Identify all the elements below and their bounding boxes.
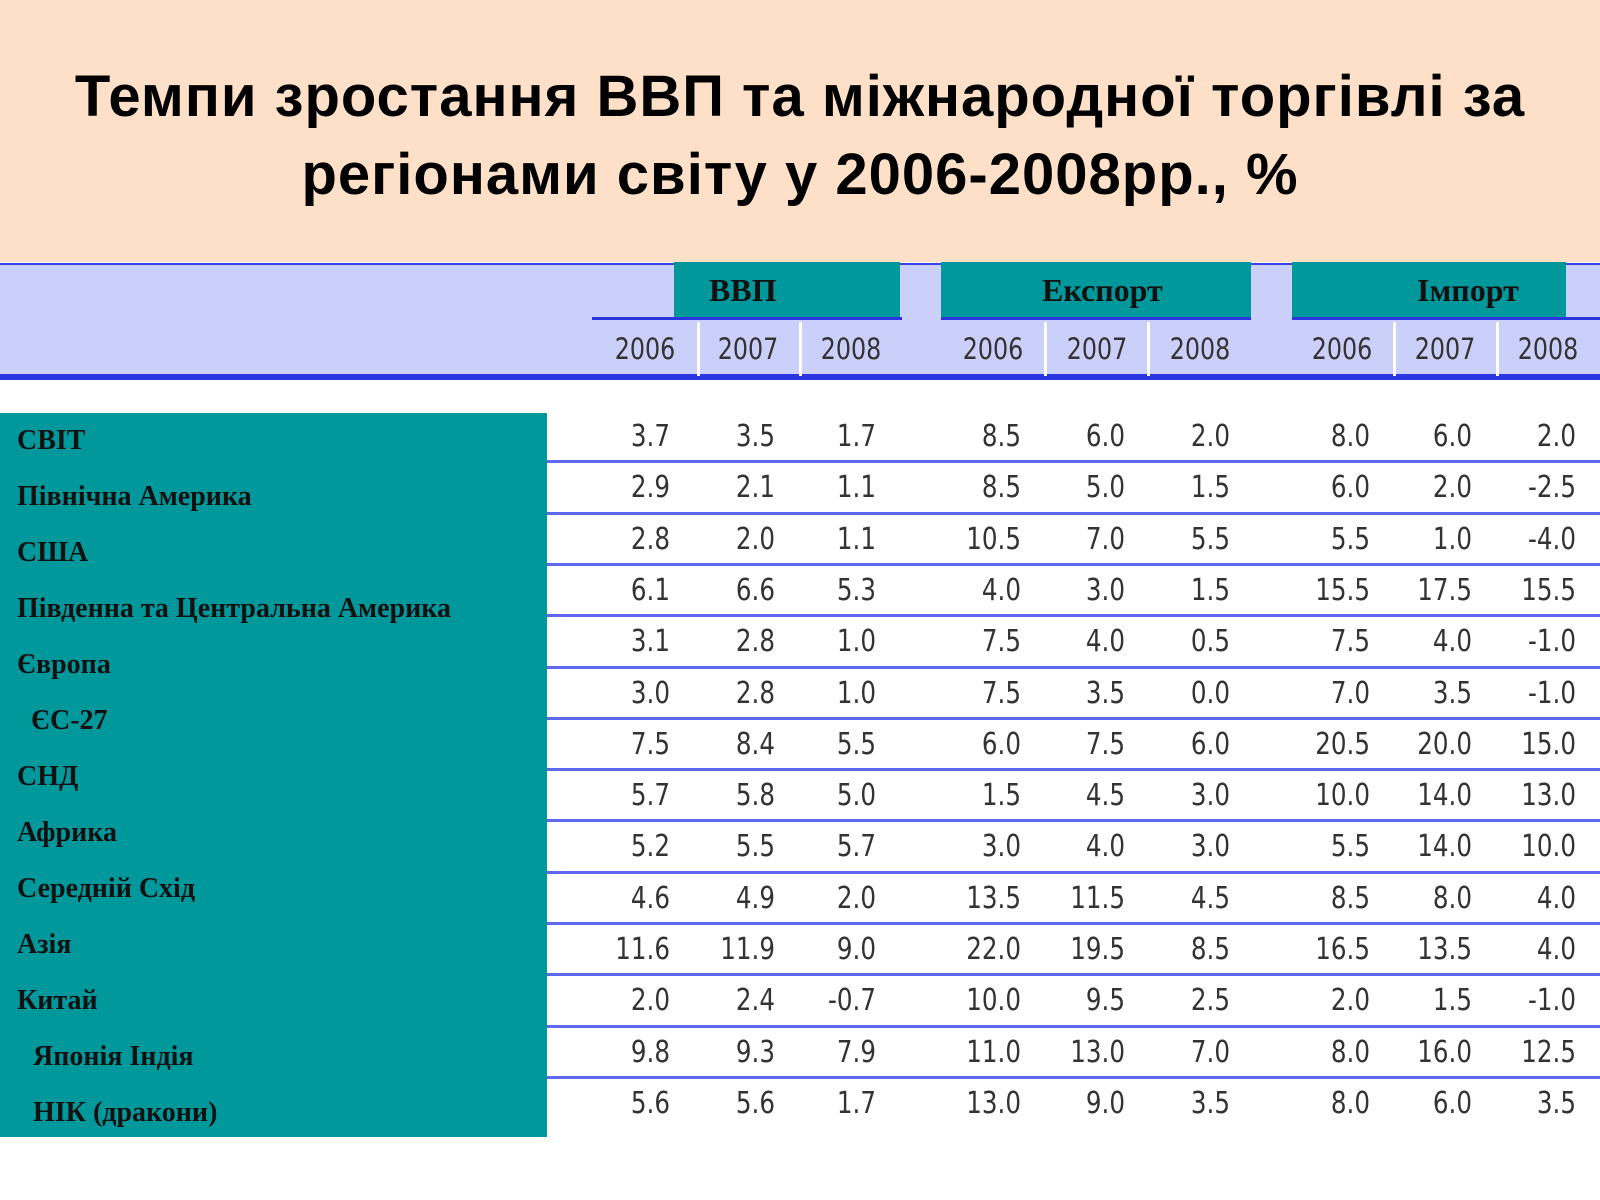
year-header-1: 2007 <box>717 332 779 366</box>
table-cell: 3.0 <box>1190 829 1230 865</box>
table-cell: 2.8 <box>735 675 775 711</box>
table-cell: 3.5 <box>1190 1085 1230 1121</box>
year-separator <box>1393 322 1396 376</box>
table-cell: 9.5 <box>1085 983 1125 1019</box>
table-cell: 12.5 <box>1521 1034 1576 1070</box>
table-cell: 1.5 <box>1432 983 1472 1019</box>
table-cell: 8.0 <box>1330 1085 1370 1121</box>
table-cell: 5.8 <box>735 778 775 814</box>
table-cell: 4.0 <box>1432 624 1472 660</box>
table-cell: 2.0 <box>735 521 775 557</box>
table-cell: 8.0 <box>1330 1034 1370 1070</box>
table-cell: 6.0 <box>1085 419 1125 454</box>
table-cell: 15.0 <box>1521 726 1576 762</box>
table-cell: 8.0 <box>1432 880 1472 916</box>
region-label: Європа <box>17 649 111 680</box>
table-cell: 20.0 <box>1417 726 1472 762</box>
year-separator <box>1147 322 1150 376</box>
table-cell: -4.0 <box>1527 521 1576 557</box>
group-header-export <box>941 262 1251 318</box>
table-cell: 4.5 <box>1190 880 1230 916</box>
group-header-gdp <box>674 262 900 318</box>
table-cell: 1.1 <box>836 470 876 506</box>
table-cell: 6.6 <box>735 572 775 608</box>
table-cell: 3.5 <box>1536 1085 1576 1121</box>
table-cell: 8.5 <box>981 470 1021 506</box>
table-cell: 8.0 <box>1330 419 1370 454</box>
region-label: ЄС-27 <box>31 705 108 736</box>
table-cell: 1.1 <box>836 521 876 557</box>
table-cell: 3.5 <box>735 419 775 454</box>
region-label: СВІТ <box>17 425 86 456</box>
table-cell: 4.0 <box>1085 624 1125 660</box>
table-cell: 2.4 <box>735 983 775 1019</box>
table-cell: 5.3 <box>836 572 876 608</box>
table-cell: 20.5 <box>1315 726 1370 762</box>
table-cell: 6.0 <box>1432 1085 1472 1121</box>
table-cell: 7.5 <box>981 675 1021 711</box>
table-cell: 5.5 <box>836 726 876 762</box>
table-cell: 4.6 <box>630 880 670 916</box>
table-cell: 3.5 <box>1085 675 1125 711</box>
table-cell: 3.7 <box>630 419 670 454</box>
table-cell: 2.0 <box>1536 419 1576 454</box>
table-cell: 5.0 <box>836 778 876 814</box>
table-cell: 10.5 <box>966 521 1021 557</box>
table-cell: 7.5 <box>630 726 670 762</box>
year-separator <box>697 322 700 376</box>
table-cell: 1.5 <box>1190 572 1230 608</box>
table-cell: 11.6 <box>615 932 670 967</box>
table-cell: 7.0 <box>1330 675 1370 711</box>
table-cell: 5.6 <box>735 1085 775 1121</box>
table-cell: 10.0 <box>966 983 1021 1019</box>
table-cell: 15.5 <box>1521 572 1576 608</box>
year-header-4: 2007 <box>1066 332 1128 366</box>
table-cell: 4.0 <box>981 572 1021 608</box>
table-cell: 9.0 <box>836 932 876 967</box>
year-separator <box>799 322 802 376</box>
table-cell: 7.5 <box>1085 726 1125 762</box>
region-label: Японія Індія <box>33 1041 194 1072</box>
table-cell: 1.5 <box>981 778 1021 814</box>
title-line-1: Темпи зростання ВВП та міжнародної торгівлі за <box>74 64 1526 129</box>
table-cell: 7.0 <box>1190 1034 1230 1070</box>
table-cell: 5.5 <box>735 829 775 865</box>
table-cell: 8.4 <box>735 726 775 762</box>
table-cell: 13.0 <box>1070 1034 1125 1070</box>
table-cell: 3.0 <box>981 829 1021 865</box>
year-header-6: 2006 <box>1311 332 1373 366</box>
region-label: Південна та Центральна Америка <box>17 593 451 624</box>
year-separator <box>1044 322 1047 376</box>
year-header-8: 2008 <box>1517 332 1579 366</box>
page-title <box>0 58 1600 214</box>
table-cell: -2.5 <box>1527 470 1576 506</box>
region-label: Китай <box>17 985 98 1016</box>
table-cell: 10.0 <box>1521 829 1576 865</box>
table-cell: -1.0 <box>1527 675 1576 711</box>
table-cell: 3.5 <box>1432 675 1472 711</box>
table-cell: 9.3 <box>735 1034 775 1070</box>
table-cell: 19.5 <box>1070 932 1125 967</box>
table-cell: 3.0 <box>1190 778 1230 814</box>
table-cell: 2.0 <box>1330 983 1370 1019</box>
table-cell: 11.9 <box>720 932 775 967</box>
table-cell: 6.0 <box>1432 419 1472 454</box>
table-cell: 1.7 <box>836 1085 876 1121</box>
table-cell: 1.0 <box>836 624 876 660</box>
table-cell: 5.6 <box>630 1085 670 1121</box>
region-label: НІК (дракони) <box>33 1097 218 1128</box>
table-cell: 13.0 <box>966 1085 1021 1121</box>
table-cell: 2.8 <box>735 624 775 660</box>
table-cell: 16.0 <box>1417 1034 1472 1070</box>
title-line-2: регіонами світу у 2006-2008рр., % <box>301 142 1299 207</box>
table-cell: 2.0 <box>1190 419 1230 454</box>
group-header-import <box>1292 262 1566 318</box>
table-cell: 0.0 <box>1190 675 1230 711</box>
table-cell: 4.5 <box>1085 778 1125 814</box>
table-cell: 6.0 <box>1330 470 1370 506</box>
group-rule-export <box>941 317 1251 320</box>
table-cell: 2.5 <box>1190 983 1230 1019</box>
table-cell: 5.7 <box>836 829 876 865</box>
region-label: Північна Америка <box>17 481 252 512</box>
table-cell: 2.0 <box>630 983 670 1019</box>
group-rule-gdp <box>592 317 902 320</box>
group-rule-import <box>1292 317 1600 320</box>
group-label-gdp: ВВП <box>709 272 777 308</box>
table-cell: 6.0 <box>1190 726 1230 762</box>
table-cell: 22.0 <box>966 932 1021 967</box>
table-cell: -1.0 <box>1527 983 1576 1019</box>
table-cell: 1.7 <box>836 419 876 454</box>
region-label: Середній Схід <box>17 873 195 904</box>
table-cell: 5.2 <box>630 829 670 865</box>
table-cell: 6.0 <box>981 726 1021 762</box>
table-cell: 8.5 <box>1190 932 1230 967</box>
table-cell: 3.0 <box>1085 572 1125 608</box>
group-label-export: Експорт <box>1042 272 1163 308</box>
year-header-0: 2006 <box>614 332 676 366</box>
table-cell: 5.5 <box>1330 829 1370 865</box>
table-cell: 11.5 <box>1070 880 1125 916</box>
table-cell: 1.5 <box>1190 470 1230 506</box>
table-cell: 4.0 <box>1085 829 1125 865</box>
table-cell: 14.0 <box>1417 829 1472 865</box>
group-label-import: Імпорт <box>1417 272 1519 308</box>
table-cell: -0.7 <box>827 983 876 1019</box>
table-cell: 2.0 <box>836 880 876 916</box>
table-cell: 9.0 <box>1085 1085 1125 1121</box>
year-header-7: 2007 <box>1414 332 1476 366</box>
table-cell: 13.5 <box>1417 932 1472 967</box>
table-cell: 1.0 <box>1432 521 1472 557</box>
table-cell: 2.9 <box>630 470 670 506</box>
table-cell: 13.5 <box>966 880 1021 916</box>
year-header-3: 2006 <box>962 332 1024 366</box>
table-cell: 8.5 <box>1330 880 1370 916</box>
table-cell: 5.7 <box>630 778 670 814</box>
region-label: Азія <box>17 929 72 960</box>
table-cell: 1.0 <box>836 675 876 711</box>
table-cell: 17.5 <box>1417 572 1472 608</box>
table-cell: 7.9 <box>836 1034 876 1070</box>
region-label: США <box>17 537 89 568</box>
year-header-2: 2008 <box>820 332 882 366</box>
table-cell: 16.5 <box>1315 932 1370 967</box>
table-cell: 6.1 <box>630 572 670 608</box>
table-cell: 5.0 <box>1085 470 1125 506</box>
region-label: Африка <box>17 817 117 848</box>
region-label: СНД <box>17 761 79 792</box>
table-cell: 2.0 <box>1432 470 1472 506</box>
table-cell: 4.0 <box>1536 880 1576 916</box>
table-cell: 5.5 <box>1330 521 1370 557</box>
table-cell: 9.8 <box>630 1034 670 1070</box>
table-cell: 13.0 <box>1521 778 1576 814</box>
table-cell: 4.9 <box>735 880 775 916</box>
year-header-5: 2008 <box>1169 332 1231 366</box>
table-cell: 11.0 <box>966 1034 1021 1070</box>
table-cell: 3.0 <box>630 675 670 711</box>
table-cell: 0.5 <box>1190 624 1230 660</box>
table-cell: 2.8 <box>630 521 670 557</box>
table-cell: 7.0 <box>1085 521 1125 557</box>
table-cell: 7.5 <box>981 624 1021 660</box>
table-cell: 8.5 <box>981 419 1021 454</box>
table-cell: 15.5 <box>1315 572 1370 608</box>
year-separator <box>1496 322 1499 376</box>
table-cell: 14.0 <box>1417 778 1472 814</box>
table-cell: 4.0 <box>1536 932 1576 967</box>
table-cell: 5.5 <box>1190 521 1230 557</box>
table-cell: 3.1 <box>630 624 670 660</box>
table-cell: 10.0 <box>1315 778 1370 814</box>
table-cell: 7.5 <box>1330 624 1370 660</box>
table-cell: 2.1 <box>735 470 775 506</box>
table-cell: -1.0 <box>1527 624 1576 660</box>
